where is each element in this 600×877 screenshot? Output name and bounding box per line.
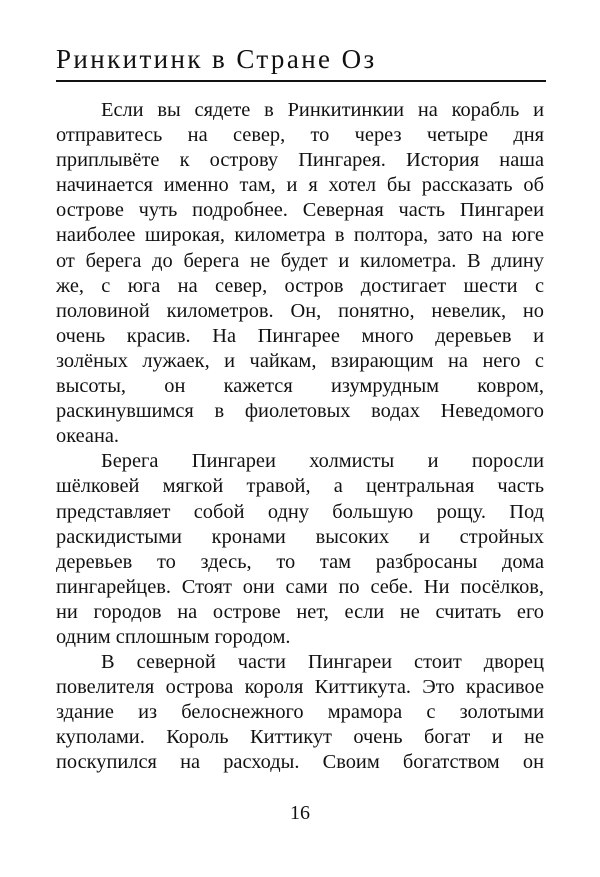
text-line: начинается именно там, и я хотел бы рассказать об xyxy=(56,174,544,197)
text-line: же, с юга на север, остров достигает шести с xyxy=(56,274,544,297)
text-line: повелителя острова короля Киттикута. Это красивое xyxy=(56,676,544,699)
text-line: раскидистыми кронами высоких и стройных xyxy=(56,525,544,548)
text-line: деревьев то здесь, то там разбросаны дома xyxy=(56,550,544,573)
text-line: от берега до берега не будет и километра. В длину xyxy=(56,249,544,272)
text-line: куполами. Король Киттикут очень богат и не xyxy=(56,726,544,749)
text-line: представляет собой одну большую рощу. Под xyxy=(56,500,544,523)
body-text xyxy=(56,98,544,776)
text-line: одним сплошным городом. xyxy=(56,625,291,648)
text-line: раскинувшимся в фиолетовых водах Неведомого xyxy=(56,400,544,423)
text-line: ни городов на острове нет, если не считать его xyxy=(56,600,544,623)
text-line: Если вы сядете в Ринкитинкии на корабль и xyxy=(101,99,544,121)
header-rule xyxy=(56,80,546,82)
text-line: отправитесь на север, то через четыре дня xyxy=(56,124,544,147)
text-line: поскупился на расходы. Своим богатством он xyxy=(56,751,544,774)
text-line: наиболее широкая, километра в полтора, зато на юге xyxy=(56,224,544,247)
text-line: острове чуть подробнее. Северная часть Пингареи xyxy=(56,199,544,222)
text-line: пингарейцев. Стоят они сами по себе. Ни посёлков, xyxy=(56,575,544,598)
text-line: шёлковей мягкой травой, а центральная часть xyxy=(56,475,544,498)
text-line: В северной части Пингареи стоит дворец xyxy=(101,651,544,674)
text-line: золёных лужаек, и чайкам, взирающим на него с xyxy=(56,349,544,372)
text-line: Берега Пингареи холмисты и поросли xyxy=(101,450,544,473)
running-head-title: Ринкитинк в Стране Оз xyxy=(56,44,377,74)
paragraph xyxy=(56,98,544,449)
page-number: 16 xyxy=(290,802,310,824)
paragraph xyxy=(56,449,544,650)
paragraph xyxy=(56,650,544,775)
text-line: океана. xyxy=(56,425,120,448)
text-line: высоты, он кажется изумрудным ковром, xyxy=(56,375,544,398)
text-line: очень красив. На Пингарее много деревьев и xyxy=(56,324,544,347)
text-line: приплывёте к острову Пингарея. История наша xyxy=(56,149,544,172)
text-line: половиной километров. Он, понятно, невелик, но xyxy=(56,299,544,322)
text-line: здание из белоснежного мрамора с золотыми xyxy=(56,701,544,724)
